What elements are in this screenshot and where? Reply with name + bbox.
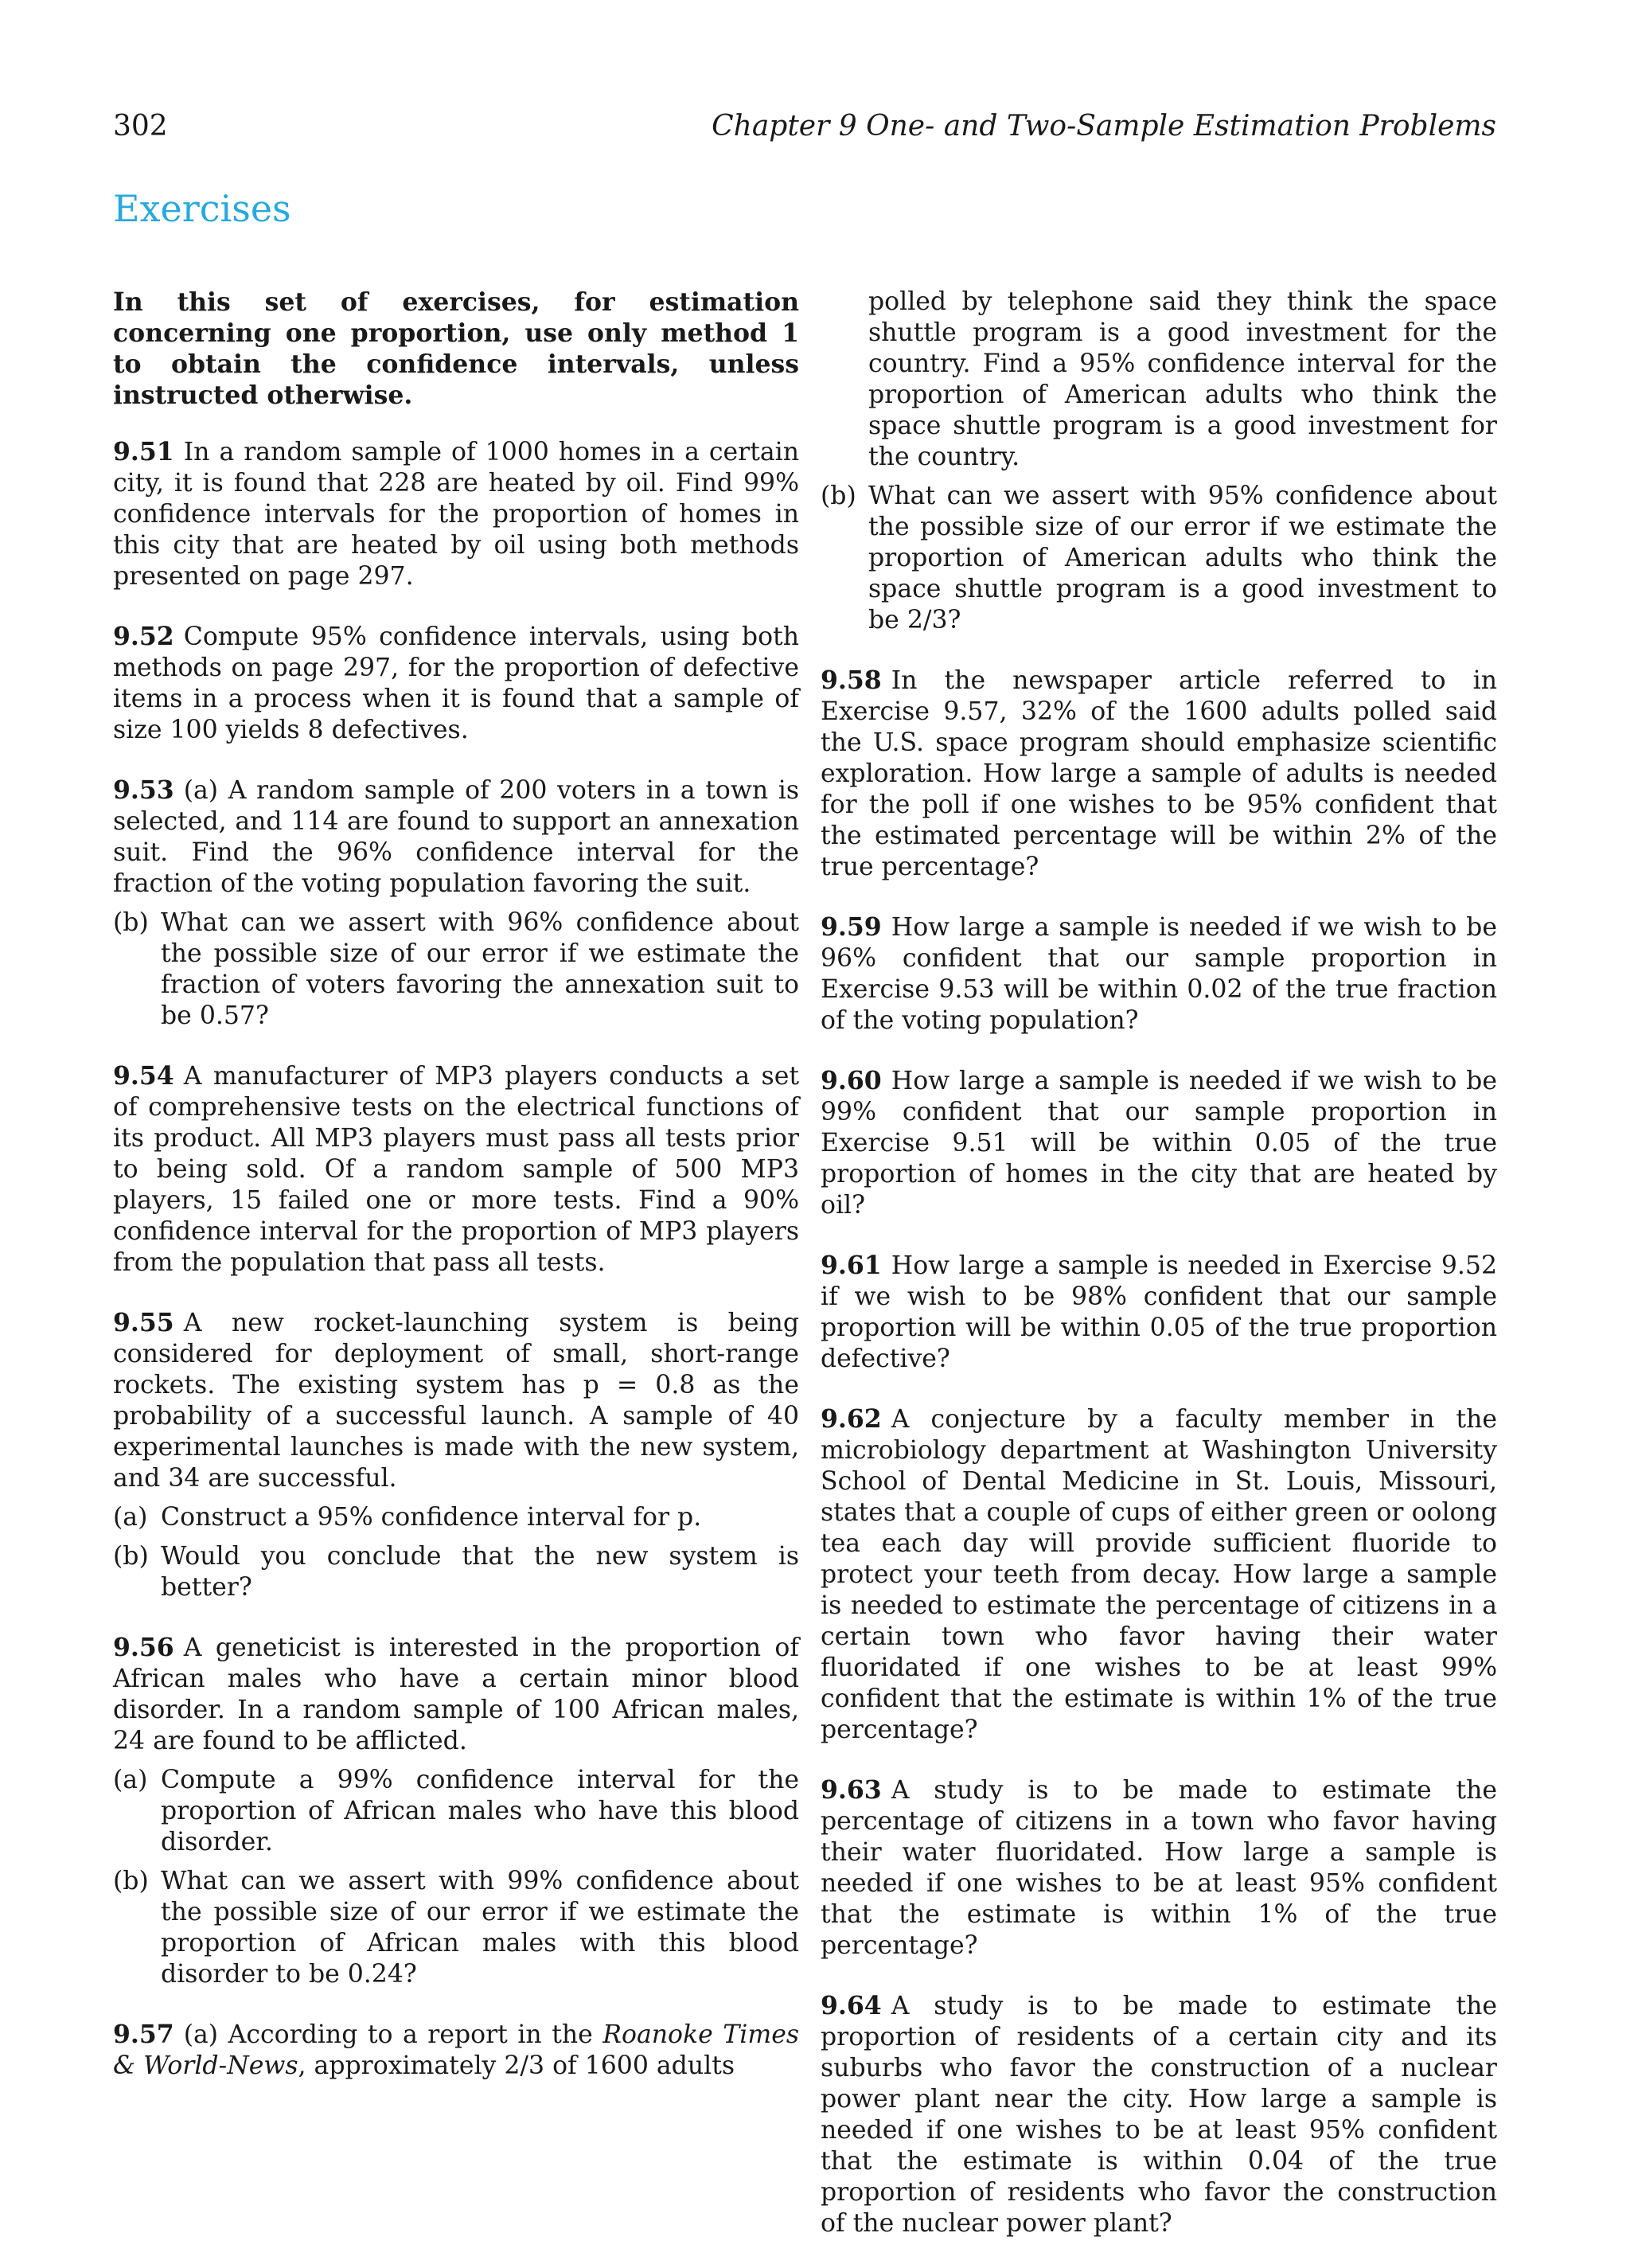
part-a-text: Construct a 95% confidence interval for p. (161, 1503, 702, 1532)
part-b (113, 908, 799, 1032)
exercise-9-51 (113, 436, 799, 592)
exercise-9-55 (113, 1307, 799, 1603)
exercise-9-58 (821, 665, 1497, 883)
part-b (113, 1866, 799, 1990)
part-label: (a) (183, 2020, 219, 2049)
exercise-text: How large a sample is needed if we wish to be 99% confident that our sample proportion in Exercise 9.51 will be within 0.05 of the true proportion of homes in the city that are heated by oil? (821, 1067, 1497, 1220)
part-b-text: Would you conclude that the new system is better? (161, 1542, 799, 1602)
exercise-text: In the newspaper article referred to in Exercise 9.57, 32% of the 1600 adults polled said the U.S. space program should emphasize scientific exploration. How large a sample of adults is needed for the poll if one wishes to be 95% confident that the estimated percentage will be within 2% of the true percentage? (821, 666, 1497, 881)
exercise-9-57 (113, 2019, 799, 2082)
exercise-number: 9.56 (113, 1633, 174, 1662)
section-title: Exercises (113, 187, 291, 230)
exercise-text: In a random sample of 1000 homes in a certain city, it is found that 228 are heated by oil. Find 99% confidence intervals for the proportion of homes in this city that are heated by oil using both methods presented on page 297. (113, 438, 799, 591)
exercise-text: A conjecture by a faculty member in the microbiology department at Washington University School of Dental Medicine in St. Louis, Missouri, states that a couple of cups of either green or oolong tea each day will provide sufficient fluoride to protect your teeth from decay. How large a sample is needed to estimate the percentage of citizens in a certain town who favor having their water fluoridated if one wishes to be at least 99% confident that the estimate is within 1% of the true percentage? (821, 1405, 1497, 1744)
exercise-number: 9.58 (821, 666, 882, 695)
exercise-9-60 (821, 1065, 1497, 1221)
exercise-number: 9.61 (821, 1251, 882, 1280)
exercise-number: 9.55 (113, 1308, 174, 1337)
part-a (113, 1502, 799, 1533)
exercise-number: 9.51 (113, 437, 174, 466)
part-a (113, 1765, 799, 1858)
exercise-9-62 (821, 1403, 1497, 1746)
part-label: (b) (821, 482, 856, 510)
exercise-text: A manufacturer of MP3 players conducts a set of comprehensive tests on the electrical functions of its product. All MP3 players must pass all tests prior to being sold. Of a random sample of 500 MP3 players, 15 failed one or more tests. Find a 90% confidence interval for the proportion of MP3 players from the population that pass all tests. (113, 1062, 799, 1277)
exercise-text: How large a sample is needed if we wish to be 96% confident that our sample proportion in Exercise 9.53 will be within 0.02 of the true fraction of the voting population? (821, 913, 1497, 1035)
part-a-text: A random sample of 200 voters in a town is selected, and 114 are found to support an annexation suit. Find the 96% confidence interval for the fraction of the voting population favoring the suit. (113, 776, 799, 898)
exercise-number: 9.60 (821, 1066, 882, 1095)
exercise-text: A new rocket-launching system is being considered for deployment of small, short-range rockets. The existing system has p = 0.8 as the probability of a successful launch. A sample of 40 experimental launches is made with the new system, and 34 are successful. (113, 1309, 799, 1493)
exercise-9-53 (113, 775, 799, 1032)
exercise-number: 9.59 (821, 912, 882, 942)
part-a-text-first-line-end: , approximately 2/3 of 1600 adults (298, 2051, 735, 2080)
part-b-text: What can we assert with 95% confidence about the possible size of our error if we estimate the proportion of American adults who think the space shuttle program is a good investment to be 2/3? (868, 482, 1497, 634)
exercise-9-64 (821, 1990, 1497, 2239)
exercise-number: 9.57 (113, 2020, 174, 2049)
exercises-intro: In this set of exercises, for estimation concerning one proportion, use only method 1 to obtain the confidence intervals, unless instructed otherwise. (113, 287, 799, 410)
page-number: 302 (113, 110, 168, 142)
part-label: (a) (113, 1503, 148, 1532)
exercise-text: How large a sample is needed in Exercise 9.52 if we wish to be 98% confident that our sample proportion will be within 0.05 of the true proportion defective? (821, 1251, 1497, 1373)
exercise-number: 9.54 (113, 1061, 174, 1091)
newspaper-name: Roanoke Times & World-News (113, 2020, 800, 2080)
exercise-text: A study is to be made to estimate the proportion of residents of a certain city and its suburbs who favor the construction of a nuclear power plant near the city. How large a sample is needed if one wishes to be at least 95% confident that the estimate is within 0.04 of the true proportion of residents who favor the construction of the nuclear power plant? (821, 1992, 1497, 2238)
chapter-title: Chapter 9 One- and Two-Sample Estimation Problems (712, 110, 1496, 142)
exercise-text: A geneticist is interested in the proportion of African males who have a certain minor blood disorder. In a random sample of 100 African males, 24 are found to be afflicted. (113, 1634, 799, 1755)
exercise-number: 9.63 (821, 1775, 882, 1805)
exercise-9-61 (821, 1250, 1497, 1375)
part-b (821, 481, 1497, 636)
part-label: (b) (113, 1867, 149, 1895)
exercise-9-63 (821, 1774, 1497, 1962)
exercise-number: 9.62 (821, 1404, 882, 1434)
part-b-text: What can we assert with 99% confidence about the possible size of our error if we estimate the proportion of African males with this blood disorder to be 0.24? (161, 1867, 799, 1989)
exercise-text: A study is to be made to estimate the percentage of citizens in a town who favor having their water fluoridated. How large a sample is needed if one wishes to be at least 95% confident that the estimate is within 1% of the true percentage? (821, 1776, 1497, 1960)
exercise-number: 9.52 (113, 622, 174, 651)
exercise-9-59 (821, 911, 1497, 1036)
right-column (821, 287, 1497, 2268)
running-head (113, 107, 1496, 146)
part-b-text: What can we assert with 96% confidence about the possible size of our error if we estimate the fraction of voters favoring the annexation suit to be 0.57? (161, 908, 799, 1030)
part-b (113, 1541, 799, 1603)
exercise-text: Compute 95% confidence intervals, using both methods on page 297, for the proportion of defective items in a process when it is found that a sample of size 100 yields 8 defectives. (113, 623, 799, 744)
part-a-text-start: According to a report in the (228, 2020, 603, 2049)
exercise-number: 9.53 (113, 775, 174, 805)
part-label: (b) (113, 1542, 149, 1571)
part-label: (a) (183, 776, 219, 805)
exercise-9-54 (113, 1060, 799, 1278)
exercise-9-56 (113, 1632, 799, 1990)
exercise-9-57-continued (821, 287, 1497, 636)
exercise-9-52 (113, 621, 799, 746)
part-label: (b) (113, 908, 149, 937)
part-a-text-continued: polled by telephone said they think the space shuttle program is a good investment for the country. Find a 95% confidence interval for the proportion of American adults who think the space shuttle program is a good investment for the country. (868, 287, 1497, 471)
left-column (113, 287, 799, 2110)
part-label: (a) (113, 1766, 148, 1794)
part-a-text: Compute a 99% confidence interval for the proportion of African males who have this blood disorder. (161, 1766, 799, 1856)
exercise-number: 9.64 (821, 1991, 882, 2020)
